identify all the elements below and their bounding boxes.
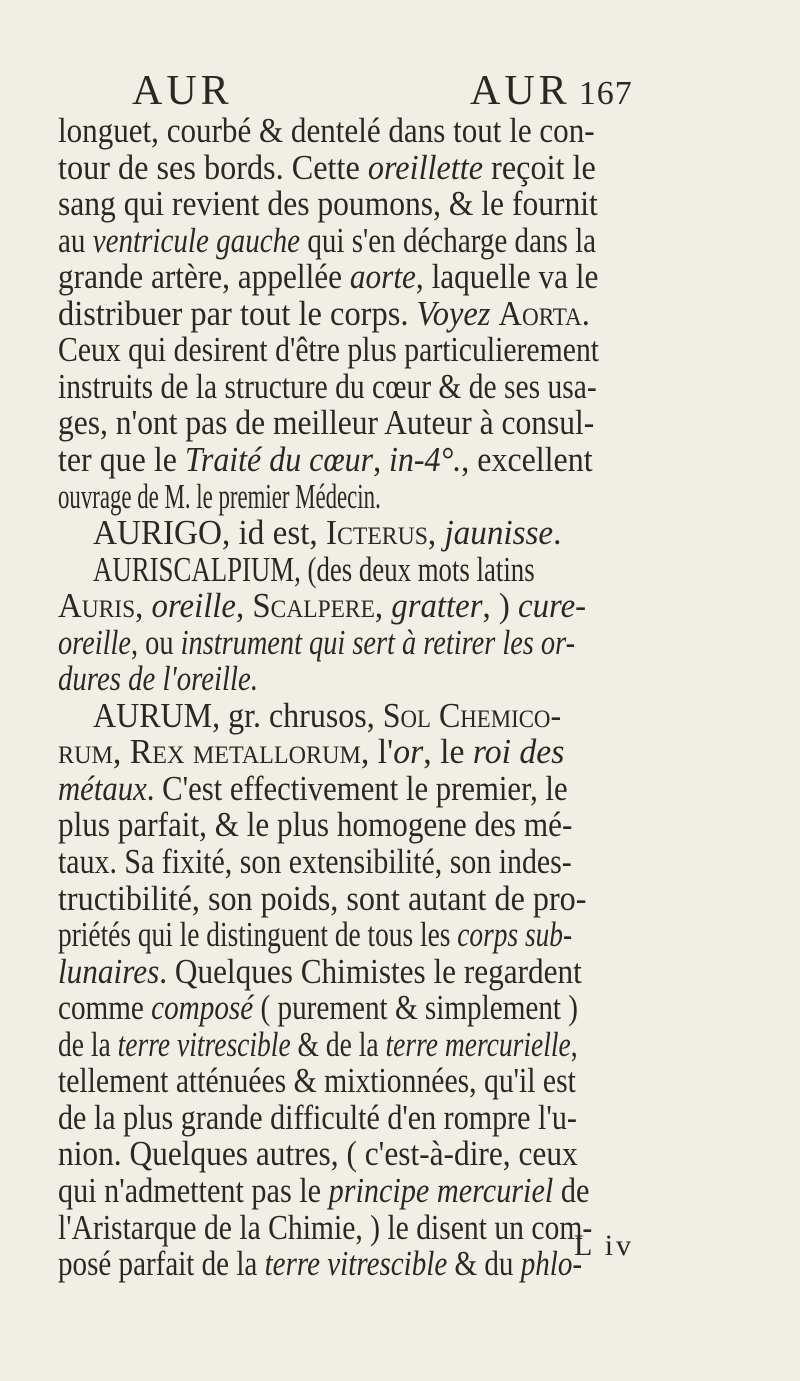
small-caps-text: Rex metallorum — [129, 732, 361, 772]
italic-text: gratter — [391, 586, 483, 626]
italic-text: terre vitrescible — [264, 1244, 448, 1284]
text-run: plus parfait, & le plus homogene des mé- — [58, 805, 573, 845]
text-run: & de la — [290, 1024, 386, 1064]
italic-text: terre mercurielle — [385, 1024, 571, 1064]
text-run: ges, n'ont pas de meilleur Auteur à consul- — [58, 403, 595, 443]
italic-text: métaux — [58, 768, 147, 808]
text-run: priétés qui le distinguent de tous les — [58, 915, 458, 955]
text-run: longuet, courbé & dentelé dans tout le con- — [58, 111, 595, 150]
italic-text: oreillette — [367, 147, 484, 187]
text-run: . C'est effectivement le premier, le — [146, 768, 568, 808]
italic-text: jaunisse — [444, 513, 554, 553]
text-run: tour de ses bords. Cette — [58, 147, 368, 187]
text-run: de la plus grande difficulté d'en rompre l'u- — [58, 1097, 577, 1137]
text-run: & du — [447, 1244, 521, 1284]
italic-text: aorte — [349, 257, 416, 297]
text-run: de — [553, 1170, 590, 1210]
italic-text: oreille — [151, 586, 237, 626]
signature-mark: L iv — [574, 1229, 635, 1262]
text-run: ( purement & simplement ) — [253, 988, 579, 1028]
text-run: de la — [58, 1024, 118, 1064]
text-run: , — [112, 732, 130, 772]
italic-text: roi des — [472, 732, 565, 772]
italic-text: Voyez — [416, 293, 491, 333]
text-run: nion. Quelques autres, ( c'est-à-dire, ceux — [58, 1134, 578, 1174]
text-run: . — [553, 513, 562, 553]
header-left-title: AUR — [132, 68, 233, 114]
small-caps-text: Auris — [58, 586, 136, 626]
small-caps-text: Scalpere — [252, 586, 375, 626]
header-right-title: AUR — [470, 68, 571, 114]
italic-text: dures de l'oreille. — [58, 659, 259, 699]
text-run: grande artère, appellée — [58, 257, 350, 297]
text-run: au — [58, 220, 93, 260]
italic-text: or — [393, 732, 424, 772]
text-run: , — [427, 513, 445, 553]
text-run: qui n'admettent pas le — [58, 1170, 329, 1210]
text-line — [58, 1243, 582, 1285]
italic-text: cure- — [518, 586, 587, 626]
text-run: qui s'en décharge dans la — [300, 220, 597, 260]
italic-text: principe mercuriel — [328, 1170, 554, 1210]
text-run: , ) — [482, 586, 519, 626]
text-run: comme — [58, 988, 152, 1028]
text-run: , laquelle va le — [415, 257, 599, 297]
italic-text: corps sub- — [457, 915, 573, 955]
italic-text: terre vitrescible — [117, 1024, 291, 1064]
text-run: , — [236, 586, 253, 626]
text-run: Ceux qui desirent d'être plus particulierement — [58, 330, 600, 370]
text-run: taux. Sa fixité, son extensibilité, son indes- — [58, 842, 572, 881]
italic-text: oreille — [58, 622, 131, 662]
text-run: , — [373, 439, 390, 479]
text-run: AURISCALPIUM, (des deux mots latins — [93, 549, 535, 589]
text-run: posé parfait de la — [58, 1244, 265, 1284]
small-caps-text: Aorta — [498, 293, 582, 333]
text-run: AURUM, gr. chrusos, — [93, 695, 383, 735]
italic-text: composé — [151, 988, 254, 1028]
text-run: , — [570, 1024, 578, 1064]
text-run: ter que le — [58, 439, 185, 479]
small-caps-text: Icterus — [326, 513, 428, 553]
text-run: sang qui revient des poumons, & le fournit — [58, 184, 598, 224]
italic-text: lunaires — [58, 951, 160, 991]
text-run: reçoit le — [483, 147, 596, 187]
small-caps-text: rum — [58, 732, 113, 772]
text-run: , — [374, 586, 392, 626]
italic-text: in-4°. — [389, 439, 462, 479]
text-run: ouvrage de M. le premier Médecin. — [58, 476, 381, 516]
italic-text: Traité du cœur — [184, 439, 374, 479]
text-run: . Quelques Chimistes le regardent — [159, 951, 582, 991]
text-run: , excellent — [461, 439, 593, 479]
italic-text: instrument qui sert à retirer les or- — [180, 622, 576, 662]
text-run: , — [135, 586, 152, 626]
italic-text: ventricule gauche — [92, 220, 301, 260]
italic-text: phlo- — [520, 1244, 583, 1284]
text-run: instruits de la structure du cœur & de ses usa- — [58, 366, 597, 406]
text-run: . — [581, 293, 590, 333]
text-run: l'Aristarque de la Chimie, ) le disent un com- — [58, 1207, 593, 1247]
text-run: distribuer par tout le corps. — [58, 293, 417, 333]
running-header — [0, 66, 800, 116]
text-run: tellement atténuées & mixtionnées, qu'il est — [58, 1061, 576, 1101]
text-run: tructibilité, son poids, sont autant de pro- — [58, 878, 587, 918]
small-caps-text: Sol Chemico- — [382, 695, 562, 735]
text-run: , le — [423, 732, 473, 772]
text-run: , ou — [130, 622, 181, 662]
text-run: , l' — [360, 732, 394, 772]
page-number: 167 — [578, 75, 633, 112]
text-run: AURIGO, id est, — [93, 513, 327, 553]
